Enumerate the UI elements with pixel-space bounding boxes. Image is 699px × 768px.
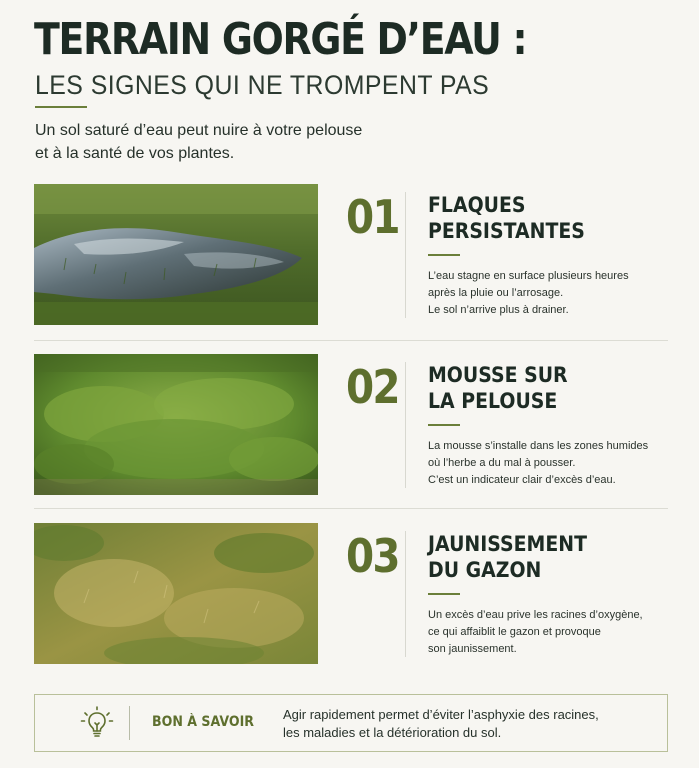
tip-text: [283, 706, 653, 742]
page-title: TERRAIN GORGÉ D’EAU :: [34, 14, 527, 65]
tip-box: [34, 694, 668, 752]
description-line: son jaunissement.: [428, 643, 517, 655]
intro-line: et à la santé de vos plantes.: [35, 145, 235, 162]
sign-card-02: [34, 354, 668, 495]
description-line: Le sol n’arrive plus à drainer.: [428, 304, 569, 316]
description-line: Un excès d’eau prive les racines d’oxygène,: [428, 609, 643, 621]
yellowing-lawn-photo: [34, 523, 318, 664]
sign-description: [428, 607, 668, 658]
tip-label: BON À SAVOIR: [152, 714, 254, 730]
section-divider: [34, 508, 668, 509]
sign-card-01: [34, 184, 668, 325]
sign-number: 03: [346, 529, 399, 583]
vertical-divider: [405, 531, 406, 657]
heading-underline: [428, 424, 460, 426]
tip-divider: [129, 706, 130, 740]
moss-on-lawn-photo: [34, 354, 318, 495]
sign-description: [428, 268, 668, 319]
page-subtitle: LES SIGNES QUI NE TROMPENT PAS: [35, 70, 490, 100]
heading-underline: [428, 254, 460, 256]
title-underline: [35, 106, 87, 108]
sign-number: 01: [346, 190, 399, 244]
vertical-divider: [405, 192, 406, 318]
sign-card-03: [34, 523, 668, 664]
sign-heading-line: LA PELOUSE: [428, 389, 558, 413]
vertical-divider: [405, 362, 406, 488]
section-divider: [34, 340, 668, 341]
heading-underline: [428, 593, 460, 595]
description-line: après la pluie ou l’arrosage.: [428, 287, 564, 299]
sign-heading: [428, 362, 644, 414]
sign-description: [428, 438, 668, 489]
sign-heading: [428, 192, 644, 244]
tip-text-line: Agir rapidement permet d’éviter l’asphyxie des racines,: [283, 707, 599, 722]
description-line: C’est un indicateur clair d’excès d’eau.: [428, 474, 616, 486]
sign-heading-line: DU GAZON: [428, 558, 542, 582]
sign-heading-line: JAUNISSEMENT: [428, 532, 587, 556]
puddle-on-lawn-photo: [34, 184, 318, 325]
lightbulb-icon: [79, 705, 115, 741]
sign-number: 02: [346, 360, 399, 414]
intro-line: Un sol saturé d’eau peut nuire à votre pelouse: [35, 122, 363, 139]
tip-text-line: les maladies et la détérioration du sol.: [283, 725, 502, 740]
sign-heading: [428, 531, 644, 583]
description-line: La mousse s’installe dans les zones humides: [428, 440, 649, 452]
sign-heading-line: PERSISTANTES: [428, 219, 585, 243]
intro-text: [35, 119, 395, 165]
description-line: L’eau stagne en surface plusieurs heures: [428, 270, 629, 282]
description-line: ce qui affaiblit le gazon et provoque: [428, 626, 601, 638]
sign-heading-line: MOUSSE SUR: [428, 363, 568, 387]
sign-heading-line: FLAQUES: [428, 193, 526, 217]
description-line: où l’herbe a du mal à pousser.: [428, 457, 576, 469]
